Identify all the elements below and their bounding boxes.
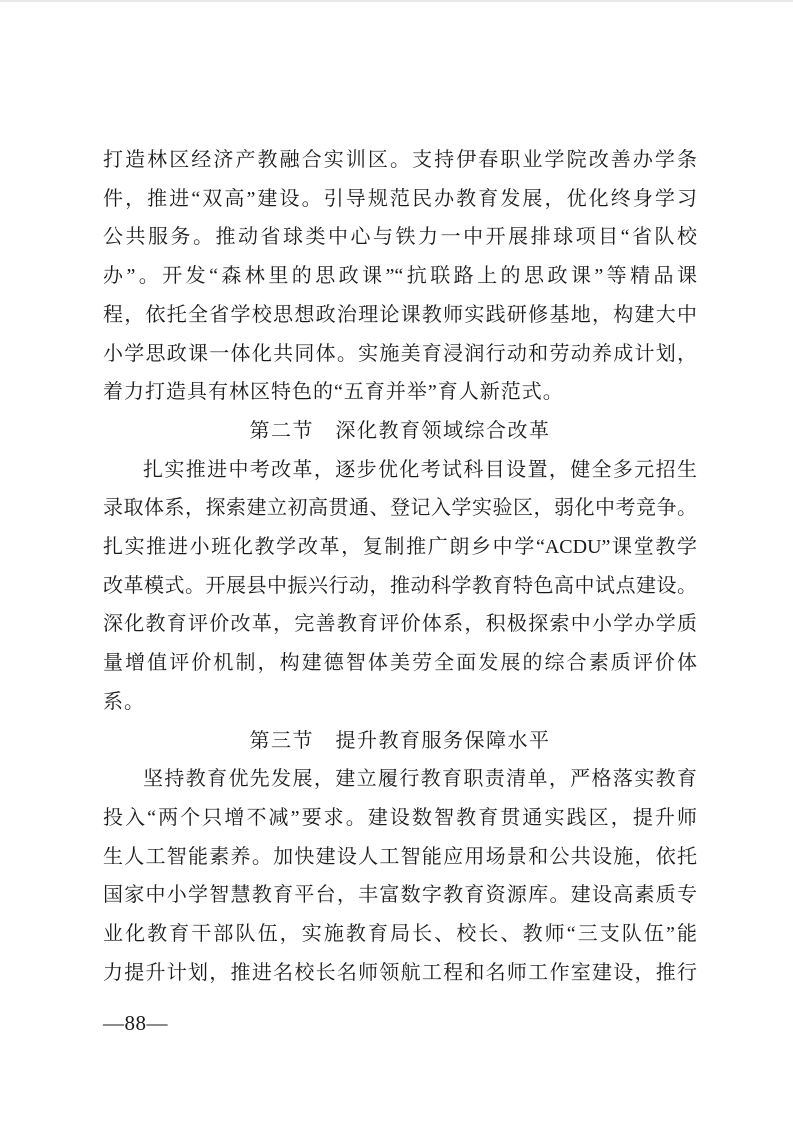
body-text-line: 扎实推进小班化教学改革，复制推广朗乡中学“ACDU”课堂教学 xyxy=(103,536,697,559)
body-text-line: 办”。开发“森林里的思政课”“抗联路上的思政课”等精品课 xyxy=(103,265,697,288)
body-text-line: 件，推进“双高”建设。引导规范民办教育发展，优化终身学习 xyxy=(103,187,697,210)
body-text-line: 小学思政课一体化共同体。实施美育浸润行动和劳动养成计划， xyxy=(103,342,697,365)
body-text-line: 着力打造具有林区特色的“五育并举”育人新范式。 xyxy=(103,381,564,404)
body-text-line: 系。 xyxy=(103,690,145,713)
body-text-line: 坚持教育优先发展，建立履行教育职责清单，严格落实教育 xyxy=(143,768,697,791)
body-text-line: 生人工智能素养。加快建设人工智能应用场景和公共设施，依托 xyxy=(103,845,697,868)
section-2-heading: 第二节 深化教育领域综合改革 xyxy=(249,419,551,442)
page-number: —88— xyxy=(103,1011,168,1035)
body-text-line: 程，依托全省学校思想政治理论课教师实践研修基地，构建大中 xyxy=(103,303,697,326)
body-text-line: 业化教育干部队伍，实施教育局长、校长、教师“三支队伍”能 xyxy=(103,923,697,946)
body-text-line: 录取体系，探索建立初高贯通、登记入学实验区，弱化中考竞争。 xyxy=(103,497,697,520)
body-text-line: 扎实推进中考改革，逐步优化考试科目设置，健全多元招生 xyxy=(143,458,697,481)
document-body xyxy=(103,141,697,992)
body-text-line: 深化教育评价改革，完善教育评价体系，积极探索中小学办学质 xyxy=(103,613,697,636)
page-top-edge xyxy=(0,0,793,2)
body-text-line: 打造林区经济产教融合实训区。支持伊春职业学院改善办学条 xyxy=(103,149,697,171)
body-text-line: 改革模式。开展县中振兴行动，推动科学教育特色高中试点建设。 xyxy=(103,574,697,597)
body-text-line: 力提升计划，推进名校长名师领航工程和名师工作室建设，推行 xyxy=(103,961,697,984)
body-text-line: 国家中小学智慧教育平台，丰富数字教育资源库。建设高素质专 xyxy=(103,884,697,907)
body-text-line: 公共服务。推动省球类中心与铁力一中开展排球项目“省队校 xyxy=(103,226,697,249)
body-text-line: 量增值评价机制，构建德智体美劳全面发展的综合素质评价体 xyxy=(103,652,697,675)
section-3-heading: 第三节 提升教育服务保障水平 xyxy=(249,729,551,752)
body-text-line: 投入“两个只增不减”要求。建设数智教育贯通实践区，提升师 xyxy=(103,806,697,829)
